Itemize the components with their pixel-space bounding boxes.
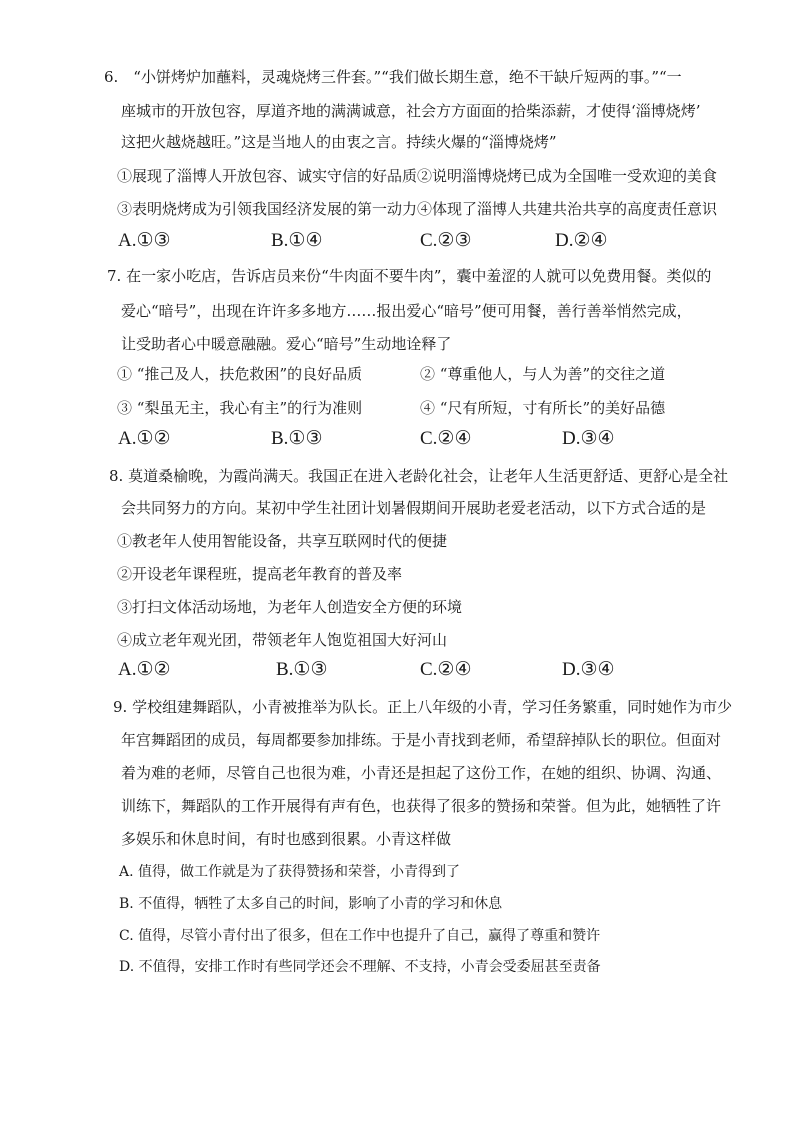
q9-choice-a[interactable]: A. 值得，做工作就是为了获得赞扬和荣誉，小青得到了: [119, 864, 461, 880]
q7-option-b[interactable]: B.①③: [271, 428, 323, 449]
q6-stem-line-2: 座城市的开放包容，厚道齐地的满满诚意，社会方方面面的拾柴添薪，才使得‘淄博烧烤’: [121, 102, 701, 120]
q8-option-b[interactable]: B.①③: [276, 659, 328, 680]
q7-statement-4: ④ “尺有所短，寸有所长”的美好品德: [420, 399, 666, 417]
q8-statement-2: ②开设老年课程班，提高老年教育的普及率: [117, 565, 403, 583]
q9-stem-line-4: 训练下，舞蹈队的工作开展得有声有色，也获得了很多的赞扬和荣誉。但为此，她牺牲了许: [121, 797, 722, 815]
q9-stem-line-1: 9. 学校组建舞蹈队，小青被推举为队长。正上八年级的小青，学习任务繁重，同时她作为市少: [113, 698, 733, 716]
q9-stem-line-3: 着为难的老师，尽管自己也很为难，小青还是担起了这份工作，在她的组织、协调、沟通、: [121, 764, 722, 782]
q9-choice-c[interactable]: C. 值得，尽管小青付出了很多，但在工作中也提升了自己，赢得了尊重和赞许: [119, 928, 601, 944]
q8-option-a[interactable]: A.①②: [118, 659, 171, 680]
q7-option-d[interactable]: D.③④: [562, 428, 615, 449]
q7-statement-3: ③ “梨虽无主，我心有主”的行为准则: [117, 399, 363, 417]
q6-statement-line-2: ③表明烧烤成为引领我国经济发展的第一动力④体现了淄博人共建共治共享的高度责任意识: [117, 200, 718, 218]
q9-choice-b[interactable]: B. 不值得，牺牲了太多自己的时间，影响了小青的学习和休息: [119, 896, 503, 912]
q9-stem-line-2: 年宫舞蹈团的成员，每周都要参加排练。于是小青找到老师，希望辞掉队长的职位。但面对: [121, 731, 722, 749]
q7-stem-line-1: 7. 在一家小吃店，告诉店员来份“牛肉面不要牛肉”，囊中羞涩的人就可以免费用餐。类似的: [107, 267, 712, 285]
q6-stem-line-3: 这把火越烧越旺。”这是当地人的由衷之言。持续火爆的“淄博烧烤”: [121, 133, 557, 151]
q8-option-c[interactable]: C.②④: [420, 659, 472, 680]
q8-statement-4: ④成立老年观光团，带领老年人饱览祖国大好河山: [117, 631, 448, 649]
q7-option-a[interactable]: A.①②: [118, 428, 171, 449]
q6-option-a[interactable]: A.①③: [118, 230, 171, 251]
q9-stem-line-5: 多娱乐和休息时间，有时也感到很累。小青这样做: [121, 830, 452, 848]
q7-statement-2: ② “尊重他人，与人为善”的交往之道: [420, 365, 666, 383]
q7-stem-line-3: 让受助者心中暖意融融。爱心“暗号”生动地诠释了: [121, 335, 452, 353]
q9-choice-d[interactable]: D. 不值得，安排工作时有些同学还会不理解、不支持，小青会受委屈甚至责备: [119, 959, 601, 975]
q6-statement-line-1: ①展现了淄博人开放包容、诚实守信的好品质②说明淄博烧烤已成为全国唯一受欢迎的美食: [117, 167, 718, 185]
q6-option-c[interactable]: C.②③: [420, 230, 472, 251]
q6-option-d[interactable]: D.②④: [555, 230, 608, 251]
q6-option-b[interactable]: B.①④: [271, 230, 323, 251]
q7-statement-1: ① “推己及人，扶危救困”的良好品质: [117, 365, 363, 383]
q8-option-d[interactable]: D.③④: [562, 659, 615, 680]
q8-stem-line-1: 8. 莫道桑榆晚，为霞尚满天。我国正在进入老龄化社会，让老年人生活更舒适、更舒心是全社: [109, 467, 729, 485]
q8-statement-1: ①教老年人使用智能设备，共享互联网时代的便捷: [117, 532, 448, 550]
q8-stem-line-2: 会共同努力的方向。某初中学生社团计划暑假期间开展助老爱老活动，以下方式合适的是: [121, 499, 707, 517]
q7-option-c[interactable]: C.②④: [420, 428, 472, 449]
q6-stem-line-1: 6. “小饼烤炉加蘸料，灵魂烧烤三件套。”“我们做长期生意，绝不干缺斤短两的事。”“一: [104, 68, 682, 86]
q8-statement-3: ③打扫文体活动场地，为老年人创造安全方便的环境: [117, 598, 463, 616]
q7-stem-line-2: 爱心“暗号”，出现在许许多多地方……报出爱心“暗号”便可用餐，善行善举悄然完成，: [121, 302, 692, 320]
